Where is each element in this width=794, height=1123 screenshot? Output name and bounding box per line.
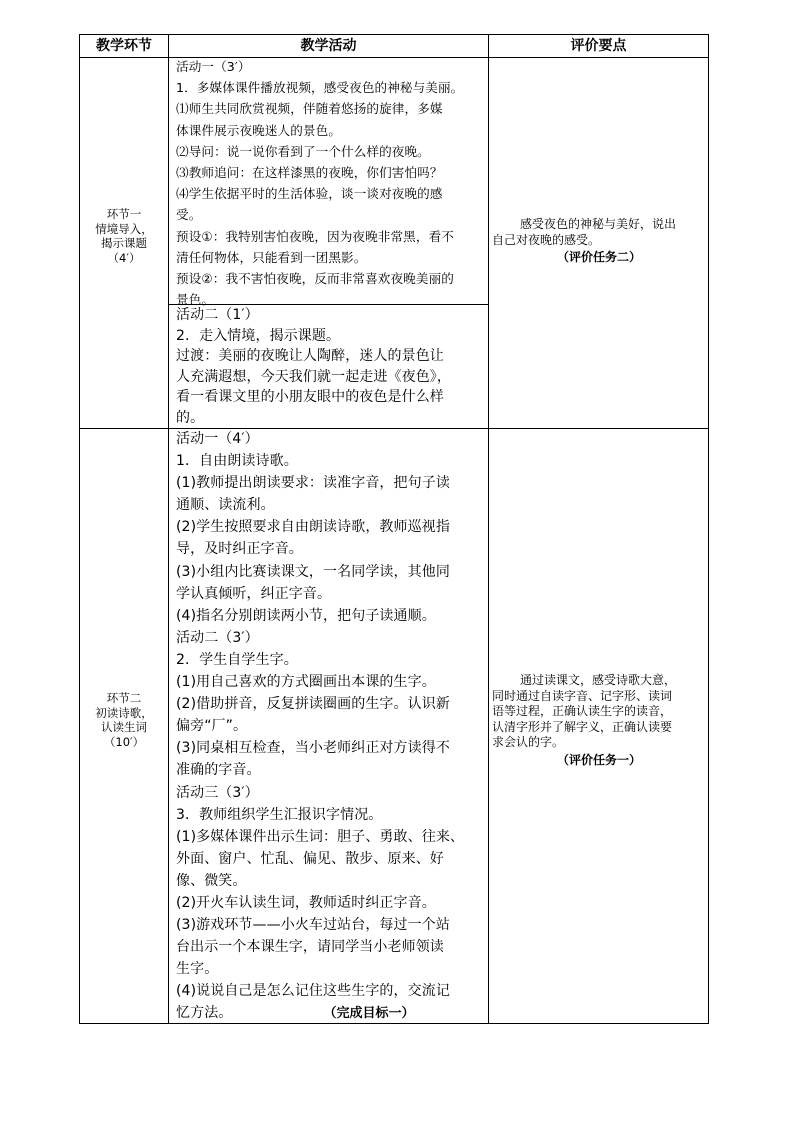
activity-line: (3)游戏环节——小火车过站台，每过一个站 (176, 917, 450, 934)
activity-line: 活动一（3′） (176, 59, 251, 74)
eval-line: 求会认的字。 (492, 735, 565, 749)
header-activity: 教学活动 (300, 38, 357, 54)
activity-line: 忆方法。 (176, 1005, 233, 1022)
activity-line: 预设②：我不害怕夜晚，反而非常喜欢夜晚美丽的 (176, 271, 454, 287)
header-evaluation: 评价要点 (570, 38, 627, 54)
activity-line: 看一看课文里的小朋友眼中的夜色是什么样 (176, 389, 444, 406)
stage2-label-line: 初读诗歌， (95, 705, 153, 720)
activity-line: 的。 (176, 409, 205, 426)
activity-line: (3)小组内比赛读课文，一名同学读，其他同 (176, 563, 450, 580)
stage2-label-line: 认读生词 (101, 720, 147, 734)
activity-line: 景色。 (176, 292, 215, 308)
activity-line: 过渡：美丽的夜晚让人陶醉，迷人的景色让 (176, 348, 444, 365)
table-header-row (80, 35, 708, 58)
stage2-label-line: 环节二 (106, 691, 142, 705)
stage1-label-line: （4′） (107, 250, 141, 265)
stage1-evaluation (492, 217, 706, 266)
activity-line: (1)教师提出朗读要求：读准字音，把句子读 (176, 475, 450, 492)
activity-line: 台出示一个本课生字，请同学当小老师领读 (176, 939, 444, 956)
eval-line: 感受夜色的神秘与美好，说出 (520, 217, 677, 231)
activity-line: (2)借助拼音，反复拼读圈画的生字。认识新 (176, 696, 450, 713)
activity-line: 外面、窗户、忙乱、偏见、散步、原来、好 (176, 850, 444, 867)
activity-line: 通顺、读流利。 (176, 497, 275, 514)
activity-line: 学认真倾听，纠正字音。 (176, 585, 332, 602)
eval-line: 认清字形并了解字义，正确认读要 (492, 719, 673, 734)
stage1-label-line: 环节一 (106, 207, 142, 221)
eval-line: 自己对夜晚的感受。 (492, 232, 601, 247)
activity-line: (1)用自己喜欢的方式圈画出本课的生字。 (176, 674, 436, 691)
header-stage: 教学环节 (96, 38, 152, 54)
eval-line: 同时通过自读字音、记字形、读词 (492, 688, 673, 703)
activity-line: ⑴师生共同欣赏视频，伴随着悠扬的旋律，多媒 (176, 101, 443, 117)
eval-line: 通过读课文，感受诗歌大意， (520, 673, 677, 687)
activity-line: 活动二（1′） (176, 307, 259, 323)
activity-line: (2)学生按照要求自由朗读诗歌，教师巡视指 (176, 519, 450, 536)
activity-line: ⑵导问：说一说你看到了一个什么样的夜晚。 (176, 143, 430, 159)
eval-line: 语等过程，正确认读生字的读音， (492, 704, 673, 718)
activity-line: 2．学生自学生字。 (176, 651, 298, 668)
activity-line: ⑷学生依据平时的生活体验，谈一谈对夜晚的感 (176, 186, 443, 202)
activity-line: 人充满遐想，今天我们就一起走进《夜色》， (176, 368, 451, 385)
activity-line: 像、微笑。 (176, 872, 247, 889)
activity-line: 活动一（4′） (176, 431, 259, 447)
stage1-label-line: 揭示课题 (101, 236, 147, 250)
activity-line: (4)说说自己是怎么记住这些生字的，交流记 (176, 983, 450, 1000)
stage2-label (80, 691, 168, 749)
activity-line: (1)多媒体课件出示生词：胆子、勇敢、往来、 (176, 828, 465, 845)
stage1-label-line: 情境导入， (95, 221, 153, 236)
activity-line: 生字。 (176, 961, 219, 978)
activity-line: (4)指名分别朗读两小节，把句子读通顺。 (176, 607, 436, 624)
activity-line: 3．教师组织学生汇报识字情况。 (176, 806, 383, 823)
lesson-plan-table (79, 34, 709, 1024)
activity-line: 2．走入情境，揭示课题。 (176, 327, 341, 344)
activity-line: 准确的字音。 (176, 762, 261, 779)
activity-line: 体课件展示夜晚迷人的景色。 (176, 122, 342, 138)
eval-task-tag: （评价任务一） (556, 752, 641, 767)
activity-line: 受。 (176, 207, 202, 223)
column-divider (168, 35, 169, 1023)
eval-task-tag: （评价任务二） (556, 250, 641, 264)
activity-line: 清任何物体，只能看到一团黑影。 (176, 249, 367, 265)
stage2-evaluation (492, 673, 706, 768)
activity-line: (3)同桌相互检查，当小老师纠正对方读得不 (176, 740, 450, 757)
stage2-label-line: （10′） (103, 734, 145, 749)
activity-line: (2)开火车认读生词，教师适时纠正字音。 (176, 894, 436, 911)
activity-line: 导，及时纠正字音。 (176, 541, 303, 558)
activity-line: 活动三（3′） (176, 784, 259, 801)
stage1-activity1 (176, 56, 562, 310)
activity-line: 预设①：我特别害怕夜晚，因为夜晚非常黑，看不 (176, 228, 454, 244)
activity-line: 1．自由朗读诗歌。 (176, 453, 298, 470)
stage1-label (80, 207, 168, 265)
activity-line: 活动二（3′） (176, 629, 259, 646)
activity-line: 偏旁“厂”。 (176, 718, 248, 735)
activity-line: 1．多媒体课件播放视频，感受夜色的神秘与美丽。 (176, 80, 464, 96)
stage1-activity2 (176, 305, 562, 429)
activity-line: ⑶教师追问：在这样漆黑的夜晚，你们害怕吗？ (176, 165, 443, 181)
goal-label: （完成目标一） (323, 1006, 415, 1021)
